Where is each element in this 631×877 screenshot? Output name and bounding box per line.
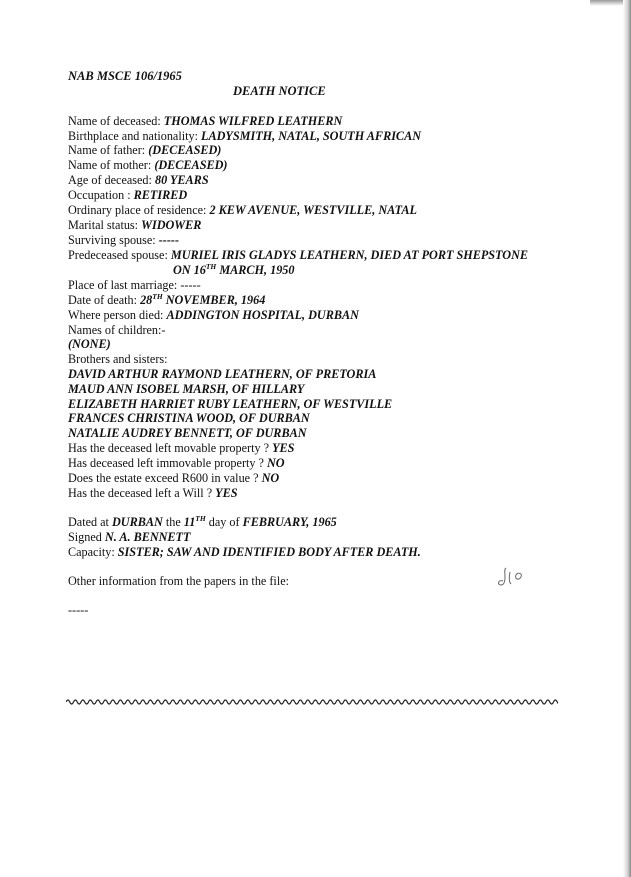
- question-answer: YES: [272, 441, 295, 455]
- date-ordinal: TH: [205, 261, 217, 271]
- handwritten-initials-icon: [494, 564, 528, 590]
- field-value: ADDINGTON HOSPITAL, DURBAN: [166, 308, 359, 322]
- field-birthplace: [68, 129, 421, 143]
- field-label: Capacity:: [68, 545, 118, 559]
- field-label: Name of deceased:: [68, 114, 164, 128]
- question-label: Has deceased left immovable property ?: [68, 456, 267, 470]
- field-siblings-label: Brothers and sisters:: [68, 352, 168, 366]
- field-mother: [68, 158, 227, 172]
- scan-edge-right: [623, 0, 631, 877]
- field-value: (DECEASED): [154, 158, 228, 172]
- field-label: Predeceased spouse:: [68, 248, 171, 262]
- dated-day: 11: [183, 515, 196, 529]
- field-predeceased-continuation: [173, 263, 295, 277]
- date-rest: NOVEMBER, 1964: [162, 293, 266, 307]
- field-value: MURIEL IRIS GLADYS LEATHERN, DIED AT PORT SHEPSTONE: [170, 248, 529, 262]
- sibling-item: ELIZABETH HARRIET RUBY LEATHERN, OF WESTVILLE: [68, 397, 393, 411]
- document-heading: DEATH NOTICE: [233, 84, 326, 98]
- question-estate-value: [68, 471, 279, 485]
- sibling-item: DAVID ARTHUR RAYMOND LEATHERN, OF PRETORIA: [68, 367, 377, 381]
- field-father: [68, 143, 221, 157]
- question-will: [68, 486, 238, 500]
- field-label: Name of father:: [68, 143, 149, 157]
- field-value: 80 YEARS: [154, 173, 209, 187]
- question-answer: NO: [261, 471, 280, 485]
- question-answer: NO: [266, 456, 285, 470]
- field-place-of-death: [68, 308, 359, 322]
- field-value: (DECEASED): [148, 143, 222, 157]
- wavy-divider: [66, 696, 558, 708]
- date-day: ON 16: [173, 263, 206, 277]
- sibling-item: NATALIE AUDREY BENNETT, OF DURBAN: [68, 426, 307, 440]
- field-value: -----: [158, 233, 180, 247]
- question-immovable-property: [68, 456, 285, 470]
- field-value: -----: [180, 278, 201, 292]
- field-value: RETIRED: [133, 188, 188, 202]
- field-value: 2 KEW AVENUE, WESTVILLE, NATAL: [209, 203, 417, 217]
- field-label: Surviving spouse:: [68, 233, 159, 247]
- field-value: WIDOWER: [141, 218, 202, 232]
- field-name-of-deceased: [68, 114, 342, 128]
- dated-label: Dated at: [68, 515, 112, 529]
- field-surviving-spouse: [68, 233, 179, 247]
- question-label: Does the estate exceed R600 in value ?: [68, 471, 262, 485]
- dated-month: FEBRUARY, 1965: [242, 515, 337, 529]
- field-value: LADYSMITH, NATAL, SOUTH AFRICAN: [201, 129, 421, 143]
- field-label: Name of mother:: [68, 158, 155, 172]
- field-last-marriage: [68, 278, 201, 292]
- date-ordinal: TH: [152, 291, 163, 301]
- signed-line: [68, 530, 190, 544]
- field-label: Age of deceased:: [68, 173, 155, 187]
- field-label: Date of death:: [68, 293, 141, 307]
- archive-reference: NAB MSCE 106/1965: [68, 69, 182, 83]
- field-label: Ordinary place of residence:: [68, 203, 210, 217]
- question-answer: YES: [215, 486, 238, 500]
- field-value: THOMAS WILFRED LEATHERN: [163, 114, 343, 128]
- date-day: 28: [140, 293, 153, 307]
- field-children-value: (NONE): [68, 337, 111, 351]
- field-label: Place of last marriage:: [68, 278, 181, 292]
- field-label: Marital status:: [68, 218, 142, 232]
- field-marital-status: [68, 218, 201, 232]
- field-residence: [68, 203, 417, 217]
- dated-ordinal: TH: [195, 513, 206, 523]
- field-age: [68, 173, 209, 187]
- field-predeceased-spouse: [68, 248, 528, 262]
- dated-text: the: [162, 515, 184, 529]
- capacity-line: [68, 545, 421, 559]
- field-label: Birthplace and nationality:: [68, 129, 202, 143]
- date-rest: MARCH, 1950: [216, 263, 295, 277]
- field-date-of-death: [68, 293, 265, 307]
- field-label: Signed: [68, 530, 105, 544]
- dated-place: DURBAN: [112, 515, 163, 529]
- other-information-value: -----: [68, 603, 89, 617]
- dated-line: [68, 515, 337, 529]
- question-movable-property: [68, 441, 294, 455]
- question-label: Has the deceased left movable property ?: [68, 441, 273, 455]
- other-information-label: Other information from the papers in the file:: [68, 574, 289, 588]
- field-occupation: [68, 188, 187, 202]
- field-label: Occupation :: [68, 188, 134, 202]
- question-label: Has the deceased left a Will ?: [68, 486, 216, 500]
- signatory-name: N. A. BENNETT: [104, 530, 191, 544]
- dated-text: day of: [205, 515, 243, 529]
- field-children-label: Names of children:-: [68, 323, 166, 337]
- field-value: SISTER; SAW AND IDENTIFIED BODY AFTER DEATH.: [117, 545, 421, 559]
- sibling-item: MAUD ANN ISOBEL MARSH, OF HILLARY: [68, 382, 305, 396]
- sibling-item: FRANCES CHRISTINA WOOD, OF DURBAN: [68, 411, 310, 425]
- field-label: Where person died:: [68, 308, 167, 322]
